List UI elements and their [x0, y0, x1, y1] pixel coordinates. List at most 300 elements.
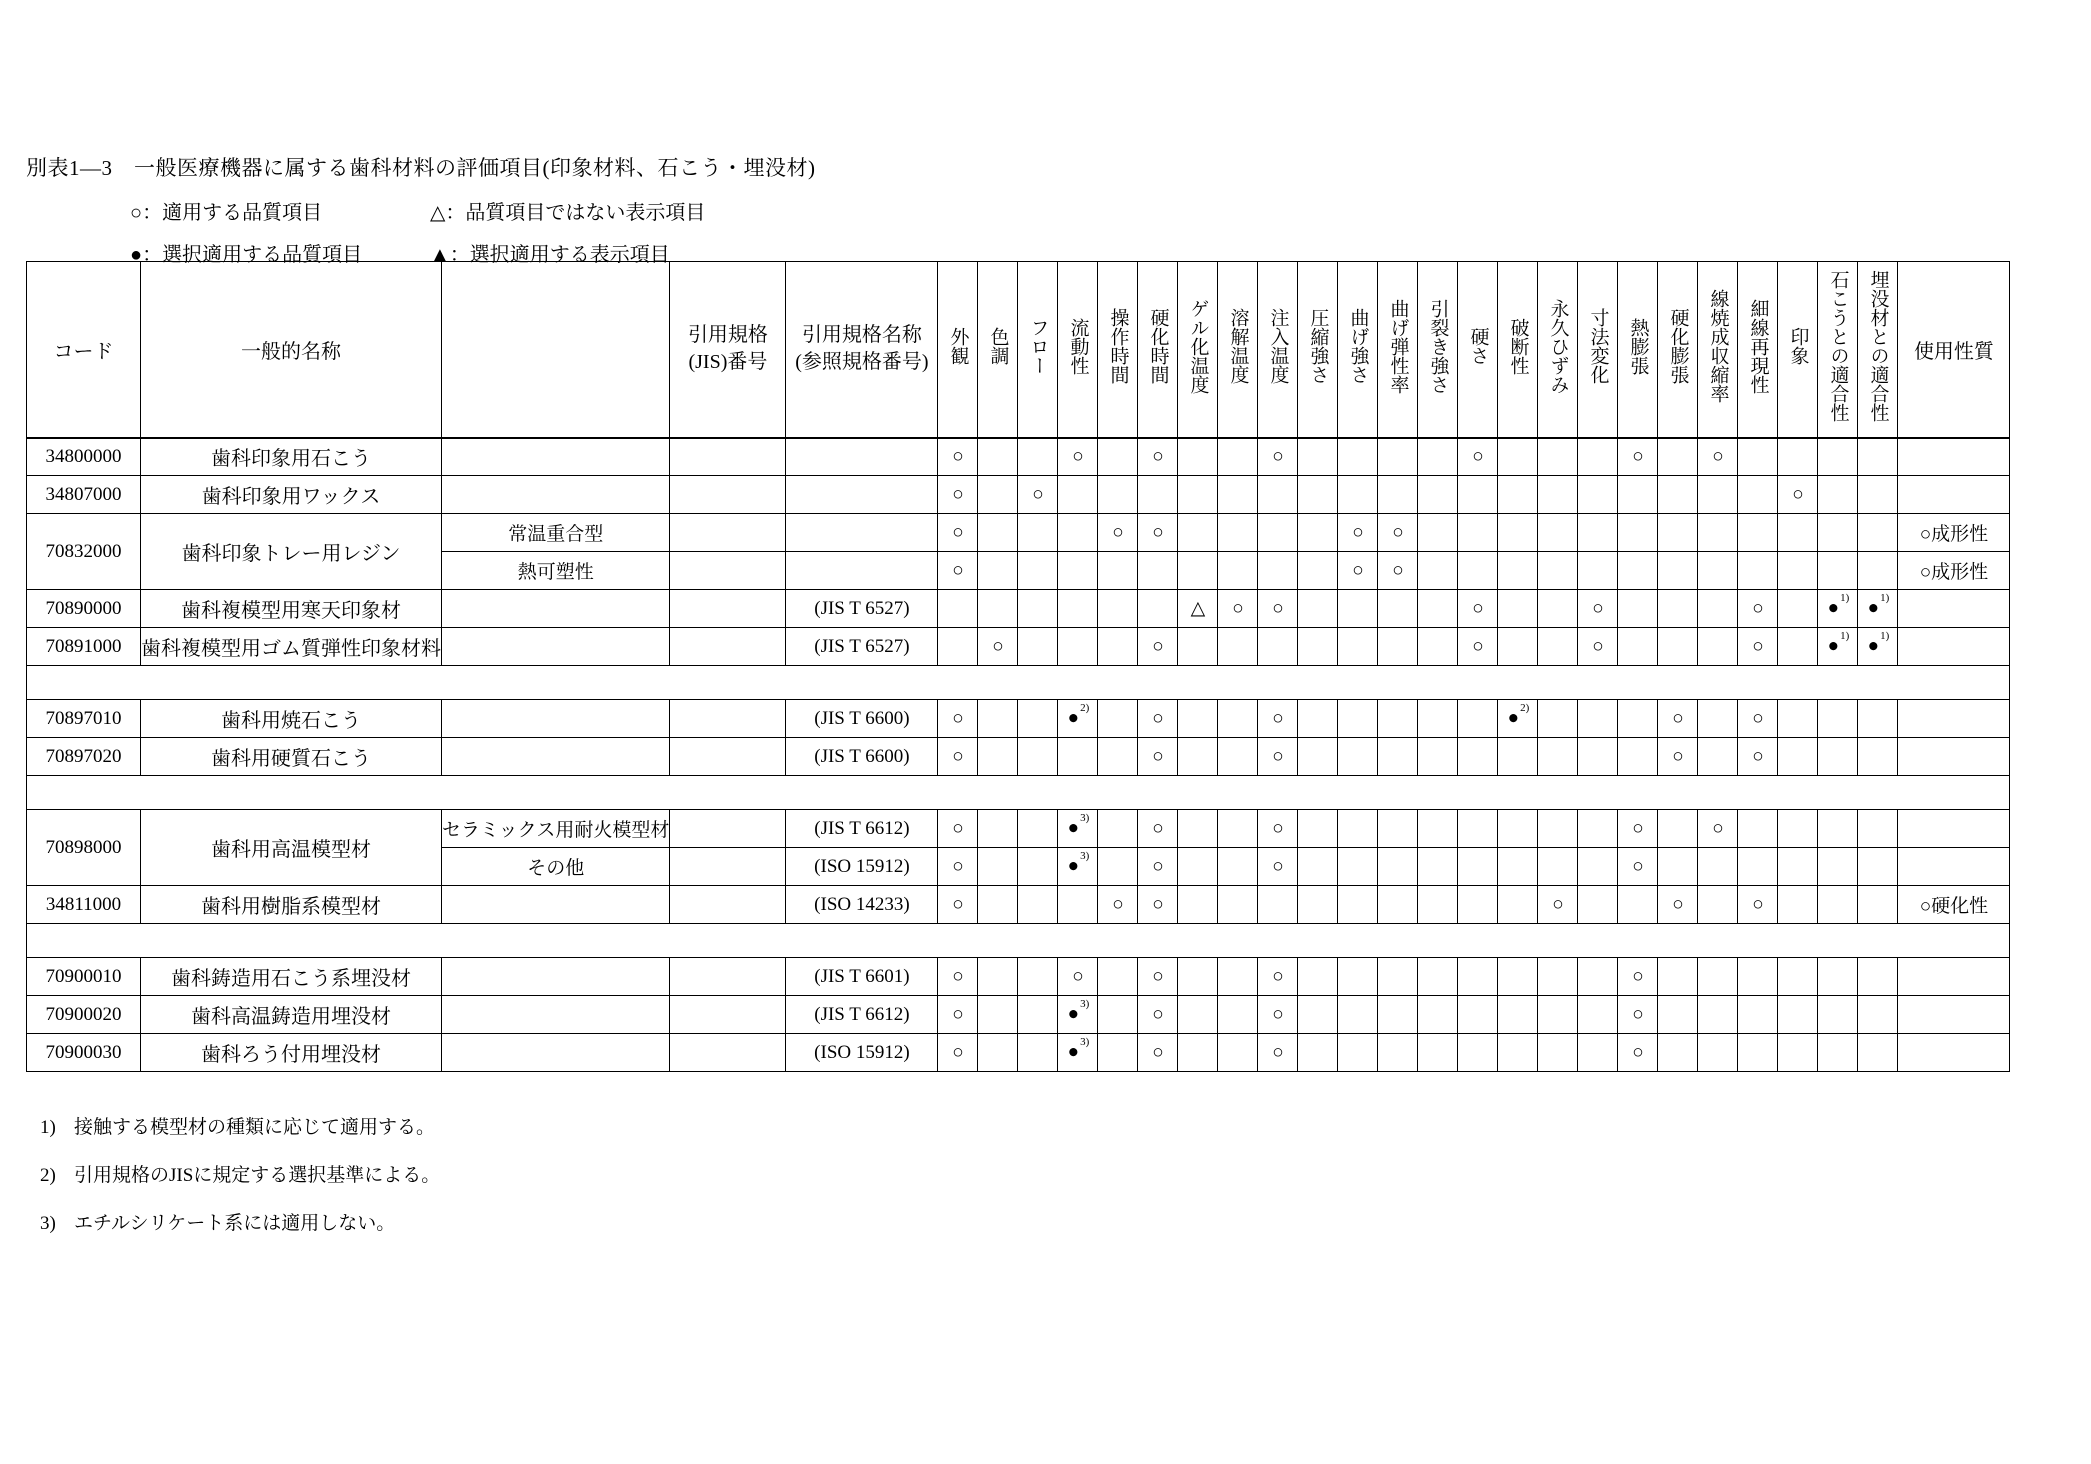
mark-glyph: ●$^{1)}$ — [1867, 592, 1890, 619]
cell-mark-8 — [1258, 886, 1298, 924]
cell-mark-16 — [1578, 1034, 1618, 1072]
footnote-text: 接触する模型材の種類に応じて適用する。 — [74, 1117, 436, 1138]
cell-mark-19 — [1698, 438, 1738, 476]
cell-mark-5 — [1138, 476, 1178, 514]
header-property-4 — [1098, 262, 1138, 438]
cell-jis-number — [670, 628, 786, 666]
cell-mark-18 — [1658, 848, 1698, 886]
table-row[interactable] — [27, 438, 2010, 476]
header-subtype — [442, 262, 670, 438]
mark-glyph: ○ — [1152, 1041, 1164, 1063]
cell-mark-3 — [1058, 552, 1098, 590]
cell-mark-13 — [1458, 738, 1498, 776]
header-property-11 — [1378, 262, 1418, 438]
header-property-3 — [1058, 262, 1098, 438]
cell-mark-23 — [1858, 1034, 1898, 1072]
legend-text-filled-triangle: ：選択適用する表示項目 — [449, 244, 670, 266]
mark-glyph: ●$^{2)}$ — [1067, 702, 1090, 729]
cell-mark-10 — [1338, 810, 1378, 848]
cell-mark-19 — [1698, 886, 1738, 924]
legend-text-triangle: ：品質項目ではない表示項目 — [445, 202, 706, 224]
mark-glyph: ○ — [1752, 707, 1764, 729]
header-jis-number — [670, 262, 786, 438]
code-value: 34807000 — [45, 483, 122, 505]
cell-subtype — [442, 514, 670, 552]
cell-mark-0 — [938, 700, 978, 738]
cell-mark-22 — [1818, 476, 1858, 514]
table-row[interactable] — [27, 810, 2010, 848]
cell-mark-3 — [1058, 738, 1098, 776]
mark-glyph: ○ — [1272, 965, 1284, 987]
general-name-value: 歯科用樹脂系模型材 — [201, 896, 381, 918]
cell-mark-3 — [1058, 590, 1098, 628]
cell-mark-0 — [938, 514, 978, 552]
cell-mark-8 — [1258, 438, 1298, 476]
cell-mark-19 — [1698, 514, 1738, 552]
cell-mark-10 — [1338, 1034, 1378, 1072]
reference-standard-value: (JIS T 6527) — [814, 635, 910, 657]
cell-mark-18 — [1658, 514, 1698, 552]
cell-reference-standard — [786, 886, 938, 924]
header-property-label-1: 色調 — [987, 327, 1009, 366]
cell-mark-9 — [1298, 552, 1338, 590]
general-name-value: 歯科用焼石こう — [221, 710, 361, 732]
mark-glyph: ○ — [1152, 855, 1164, 877]
cell-mark-12 — [1418, 996, 1458, 1034]
mark-glyph: ○ — [1152, 707, 1164, 729]
cell-mark-13 — [1458, 476, 1498, 514]
cell-mark-2 — [1018, 514, 1058, 552]
cell-jis-number — [670, 738, 786, 776]
table-row[interactable] — [27, 476, 2010, 514]
table-spacer-row — [27, 776, 2010, 810]
general-name-value: 歯科ろう付用埋没材 — [201, 1044, 381, 1066]
cell-subtype — [442, 438, 670, 476]
cell-mark-23 — [1858, 438, 1898, 476]
cell-code — [27, 738, 141, 776]
cell-mark-0 — [938, 738, 978, 776]
mark-glyph: ○ — [1112, 893, 1124, 915]
cell-mark-19 — [1698, 700, 1738, 738]
subtype-value: その他 — [527, 858, 585, 879]
cell-mark-21 — [1778, 886, 1818, 924]
cell-mark-12 — [1418, 810, 1458, 848]
cell-mark-1 — [978, 628, 1018, 666]
code-value: 70832000 — [45, 540, 122, 562]
legend-mark-circle: ○ — [130, 202, 143, 224]
cell-mark-3 — [1058, 514, 1098, 552]
cell-mark-4 — [1098, 628, 1138, 666]
cell-mark-14 — [1498, 886, 1538, 924]
cell-code — [27, 1034, 141, 1072]
code-value: 70891000 — [45, 635, 122, 657]
cell-mark-11 — [1378, 810, 1418, 848]
cell-mark-17 — [1618, 886, 1658, 924]
spacer-cell — [27, 666, 2010, 700]
cell-mark-12 — [1418, 552, 1458, 590]
cell-jis-number — [670, 476, 786, 514]
cell-mark-4 — [1098, 810, 1138, 848]
header-property-19 — [1698, 262, 1738, 438]
cell-subtype — [442, 476, 670, 514]
cell-mark-0 — [938, 628, 978, 666]
cell-mark-0 — [938, 996, 978, 1034]
cell-code — [27, 886, 141, 924]
cell-mark-7 — [1218, 700, 1258, 738]
header-property-label-4: 操作時間 — [1107, 308, 1129, 385]
cell-reference-standard — [786, 438, 938, 476]
mark-glyph: ○ — [952, 1003, 964, 1025]
cell-mark-18 — [1658, 476, 1698, 514]
cell-mark-5 — [1138, 810, 1178, 848]
table-row[interactable] — [27, 1034, 2010, 1072]
cell-mark-16 — [1578, 886, 1618, 924]
cell-mark-20 — [1738, 628, 1778, 666]
cell-usage — [1898, 996, 2010, 1034]
cell-mark-11 — [1378, 848, 1418, 886]
cell-mark-18 — [1658, 552, 1698, 590]
cell-mark-9 — [1298, 848, 1338, 886]
cell-usage — [1898, 514, 2010, 552]
cell-subtype — [442, 628, 670, 666]
cell-mark-7 — [1218, 848, 1258, 886]
cell-mark-23 — [1858, 738, 1898, 776]
cell-mark-8 — [1258, 848, 1298, 886]
cell-general-name — [141, 700, 442, 738]
cell-mark-9 — [1298, 886, 1338, 924]
legend-mark-triangle: △ — [430, 202, 446, 224]
header-property-label-5: 硬化時間 — [1147, 308, 1169, 385]
cell-mark-8 — [1258, 628, 1298, 666]
cell-mark-7 — [1218, 886, 1258, 924]
cell-mark-16 — [1578, 590, 1618, 628]
mark-glyph: ○ — [992, 635, 1004, 657]
cell-mark-15 — [1538, 552, 1578, 590]
cell-reference-standard — [786, 738, 938, 776]
cell-mark-16 — [1578, 514, 1618, 552]
mark-glyph: ○ — [952, 817, 964, 839]
cell-mark-3 — [1058, 628, 1098, 666]
cell-code — [27, 810, 141, 886]
cell-mark-2 — [1018, 810, 1058, 848]
cell-mark-5 — [1138, 1034, 1178, 1072]
cell-mark-17 — [1618, 848, 1658, 886]
cell-mark-10 — [1338, 848, 1378, 886]
cell-jis-number — [670, 514, 786, 552]
cell-reference-standard — [786, 476, 938, 514]
mark-glyph: ○ — [1752, 597, 1764, 619]
cell-mark-20 — [1738, 738, 1778, 776]
footnote-2 — [40, 1160, 440, 1187]
mark-glyph: ○ — [1152, 635, 1164, 657]
cell-mark-6 — [1178, 514, 1218, 552]
cell-mark-3 — [1058, 996, 1098, 1034]
header-property-label-21: 印象 — [1787, 327, 1809, 366]
mark-glyph: ○ — [952, 965, 964, 987]
spacer-cell — [27, 924, 2010, 958]
header-property-14 — [1498, 262, 1538, 438]
footnote-number: 2) — [40, 1165, 56, 1186]
cell-subtype — [442, 886, 670, 924]
cell-reference-standard — [786, 958, 938, 996]
general-name-value: 歯科用硬質石こう — [211, 748, 371, 770]
cell-jis-number — [670, 590, 786, 628]
cell-mark-19 — [1698, 590, 1738, 628]
cell-mark-15 — [1538, 476, 1578, 514]
cell-mark-21 — [1778, 552, 1818, 590]
mark-glyph: ●$^{3)}$ — [1067, 812, 1090, 839]
cell-subtype — [442, 958, 670, 996]
reference-standard-value: (ISO 15912) — [814, 855, 910, 877]
mark-glyph: ○ — [952, 745, 964, 767]
mark-glyph: ○ — [1632, 1041, 1644, 1063]
cell-mark-18 — [1658, 590, 1698, 628]
cell-mark-1 — [978, 738, 1018, 776]
cell-general-name — [141, 476, 442, 514]
cell-mark-23 — [1858, 996, 1898, 1034]
table-row[interactable] — [27, 700, 2010, 738]
cell-reference-standard — [786, 590, 938, 628]
cell-mark-13 — [1458, 700, 1498, 738]
cell-mark-11 — [1378, 438, 1418, 476]
cell-mark-17 — [1618, 738, 1658, 776]
cell-general-name — [141, 514, 442, 590]
mark-glyph: ○ — [1272, 745, 1284, 767]
cell-mark-7 — [1218, 958, 1258, 996]
cell-mark-1 — [978, 476, 1018, 514]
cell-mark-22 — [1818, 628, 1858, 666]
header-property-2 — [1018, 262, 1058, 438]
cell-mark-0 — [938, 1034, 978, 1072]
cell-mark-19 — [1698, 476, 1738, 514]
cell-mark-10 — [1338, 476, 1378, 514]
header-property-label-19: 線焼成収縮率 — [1707, 289, 1729, 404]
cell-mark-16 — [1578, 700, 1618, 738]
mark-glyph: ○ — [1232, 597, 1244, 619]
mark-footnote-ref: 2) — [1080, 702, 1090, 715]
cell-mark-5 — [1138, 848, 1178, 886]
cell-jis-number — [670, 552, 786, 590]
mark-glyph: ○ — [1472, 597, 1484, 619]
cell-mark-22 — [1818, 590, 1858, 628]
cell-mark-21 — [1778, 810, 1818, 848]
legend-text-circle: ：適用する品質項目 — [142, 202, 323, 224]
cell-mark-5 — [1138, 738, 1178, 776]
cell-mark-4 — [1098, 886, 1138, 924]
table-row[interactable] — [27, 958, 2010, 996]
mark-glyph: ○ — [1592, 597, 1604, 619]
cell-mark-20 — [1738, 848, 1778, 886]
table-row[interactable] — [27, 514, 2010, 552]
cell-mark-19 — [1698, 958, 1738, 996]
cell-mark-6 — [1178, 996, 1218, 1034]
header-property-6 — [1178, 262, 1218, 438]
mark-glyph: ○ — [952, 1041, 964, 1063]
cell-mark-15 — [1538, 996, 1578, 1034]
cell-reference-standard — [786, 1034, 938, 1072]
table-row[interactable] — [27, 996, 2010, 1034]
table-row[interactable] — [27, 628, 2010, 666]
cell-mark-20 — [1738, 552, 1778, 590]
cell-mark-12 — [1418, 628, 1458, 666]
mark-glyph: ○ — [1272, 855, 1284, 877]
mark-glyph: ○ — [1392, 521, 1404, 543]
header-property-17 — [1618, 262, 1658, 438]
cell-mark-18 — [1658, 886, 1698, 924]
cell-mark-2 — [1018, 886, 1058, 924]
table-row[interactable] — [27, 738, 2010, 776]
cell-mark-1 — [978, 700, 1018, 738]
cell-mark-7 — [1218, 628, 1258, 666]
cell-usage — [1898, 886, 2010, 924]
legend-mark-filled-triangle: ▲ — [430, 244, 450, 266]
cell-mark-15 — [1538, 886, 1578, 924]
mark-glyph: ○ — [1352, 559, 1364, 581]
cell-mark-1 — [978, 438, 1018, 476]
cell-mark-21 — [1778, 700, 1818, 738]
cell-mark-17 — [1618, 1034, 1658, 1072]
mark-glyph: ○ — [1152, 893, 1164, 915]
footnote-text: エチルシリケート系には適用しない。 — [74, 1213, 396, 1234]
reference-standard-value: (ISO 14233) — [814, 893, 910, 915]
cell-mark-1 — [978, 514, 1018, 552]
cell-mark-20 — [1738, 438, 1778, 476]
cell-mark-14 — [1498, 738, 1538, 776]
mark-glyph: ○ — [952, 521, 964, 543]
subtype-value: 常温重合型 — [508, 524, 604, 545]
mark-footnote-ref: 1) — [1840, 592, 1850, 605]
cell-mark-14 — [1498, 628, 1538, 666]
cell-mark-14 — [1498, 848, 1538, 886]
cell-mark-22 — [1818, 514, 1858, 552]
table-header-row — [27, 262, 2010, 438]
mark-glyph: ○ — [1632, 1003, 1644, 1025]
cell-mark-17 — [1618, 628, 1658, 666]
cell-mark-23 — [1858, 514, 1898, 552]
cell-mark-20 — [1738, 996, 1778, 1034]
cell-mark-21 — [1778, 848, 1818, 886]
reference-standard-value: (JIS T 6612) — [814, 1003, 910, 1025]
mark-glyph: ○ — [1272, 445, 1284, 467]
mark-glyph: ●$^{3)}$ — [1067, 1036, 1090, 1063]
mark-footnote-ref: 3) — [1080, 1036, 1090, 1049]
cell-jis-number — [670, 886, 786, 924]
mark-glyph: ○ — [1272, 817, 1284, 839]
cell-subtype — [442, 848, 670, 886]
mark-glyph: ○ — [1272, 597, 1284, 619]
cell-mark-1 — [978, 958, 1018, 996]
cell-mark-7 — [1218, 810, 1258, 848]
cell-subtype — [442, 996, 670, 1034]
cell-mark-21 — [1778, 958, 1818, 996]
cell-jis-number — [670, 958, 786, 996]
cell-mark-5 — [1138, 700, 1178, 738]
header-usage — [1898, 262, 2010, 438]
footnote-number: 3) — [40, 1213, 56, 1234]
cell-mark-16 — [1578, 810, 1618, 848]
cell-mark-22 — [1818, 958, 1858, 996]
header-property-label-7: 溶解温度 — [1227, 308, 1249, 385]
cell-mark-15 — [1538, 628, 1578, 666]
cell-mark-3 — [1058, 1034, 1098, 1072]
cell-mark-9 — [1298, 738, 1338, 776]
header-property-label-3: 流動性 — [1067, 317, 1089, 375]
cell-mark-12 — [1418, 958, 1458, 996]
cell-mark-23 — [1858, 700, 1898, 738]
general-name-value: 歯科印象用ワックス — [201, 486, 381, 508]
reference-standard-value: (JIS T 6600) — [814, 745, 910, 767]
table-spacer-row — [27, 666, 2010, 700]
header-property-label-10: 曲げ強さ — [1347, 308, 1369, 385]
cell-mark-8 — [1258, 958, 1298, 996]
mark-glyph: ○ — [1712, 817, 1724, 839]
cell-mark-23 — [1858, 886, 1898, 924]
general-name-value: 歯科印象用石こう — [211, 448, 371, 471]
cell-mark-6 — [1178, 552, 1218, 590]
header-property-label-17: 熱膨張 — [1627, 317, 1649, 375]
mark-glyph: ○ — [1672, 745, 1684, 767]
cell-mark-17 — [1618, 514, 1658, 552]
footnote-1 — [40, 1112, 440, 1139]
cell-mark-16 — [1578, 476, 1618, 514]
cell-mark-13 — [1458, 514, 1498, 552]
cell-mark-7 — [1218, 738, 1258, 776]
legend-mark-filled-circle: ● — [130, 244, 143, 266]
mark-glyph: ○ — [1152, 817, 1164, 839]
cell-mark-2 — [1018, 996, 1058, 1034]
cell-mark-7 — [1218, 438, 1258, 476]
header-property-label-11: 曲げ弾性率 — [1387, 298, 1409, 394]
cell-general-name — [141, 1034, 442, 1072]
cell-mark-18 — [1658, 1034, 1698, 1072]
cell-mark-6 — [1178, 438, 1218, 476]
mark-glyph: ○ — [1632, 855, 1644, 877]
cell-usage — [1898, 848, 2010, 886]
footnote-number: 1) — [40, 1117, 56, 1138]
cell-mark-13 — [1458, 958, 1498, 996]
cell-mark-16 — [1578, 958, 1618, 996]
cell-mark-4 — [1098, 848, 1138, 886]
cell-mark-14 — [1498, 1034, 1538, 1072]
cell-mark-21 — [1778, 996, 1818, 1034]
cell-reference-standard — [786, 848, 938, 886]
cell-mark-10 — [1338, 590, 1378, 628]
table-row[interactable] — [27, 886, 2010, 924]
cell-mark-0 — [938, 886, 978, 924]
cell-mark-2 — [1018, 590, 1058, 628]
cell-mark-3 — [1058, 886, 1098, 924]
mark-glyph: ○ — [1152, 445, 1164, 467]
subtype-value: 熱可塑性 — [517, 562, 594, 583]
table-body — [27, 438, 2010, 1072]
cell-mark-9 — [1298, 476, 1338, 514]
header-usage-label: 使用性質 — [1913, 340, 1994, 363]
code-value: 34811000 — [45, 893, 122, 915]
cell-mark-9 — [1298, 996, 1338, 1034]
cell-mark-19 — [1698, 628, 1738, 666]
cell-mark-20 — [1738, 590, 1778, 628]
mark-glyph: ○ — [1752, 635, 1764, 657]
code-value: 70900020 — [45, 1003, 122, 1025]
cell-mark-9 — [1298, 514, 1338, 552]
mark-glyph: ○ — [1552, 893, 1564, 915]
cell-mark-6 — [1178, 476, 1218, 514]
reference-standard-value: (JIS T 6600) — [814, 707, 910, 729]
cell-mark-0 — [938, 590, 978, 628]
mark-glyph: ○ — [952, 707, 964, 729]
table-row[interactable] — [27, 590, 2010, 628]
mark-glyph: ●$^{2)}$ — [1507, 702, 1530, 729]
